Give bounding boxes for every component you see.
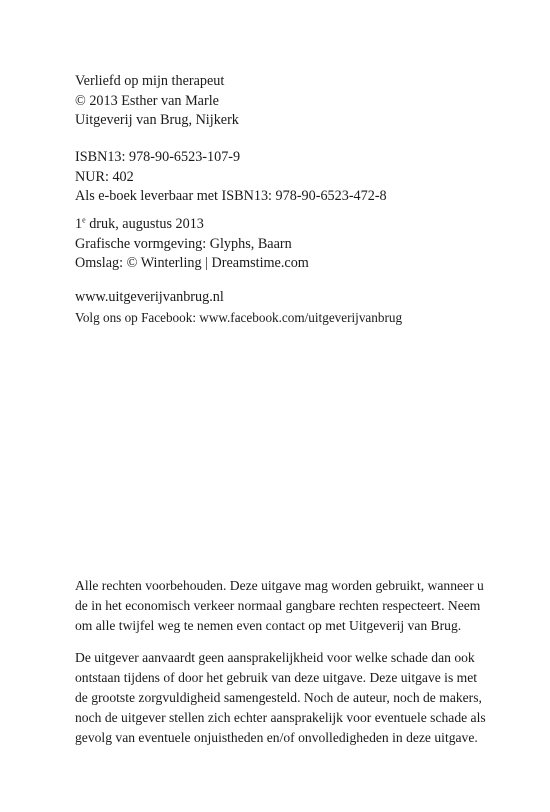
rights-line-3: om alle twijfel weg te nemen even contact op met Uitgeverij van Brug. xyxy=(75,618,462,633)
disclaimer-paragraph xyxy=(75,648,495,748)
book-info xyxy=(75,72,495,131)
web-info xyxy=(75,288,495,327)
disclaimer-line-2: ontstaan tijdens of door het gebruik van deze uitgave. Deze uitgave is met xyxy=(75,670,478,685)
edition-superscript: e xyxy=(82,215,86,225)
publisher-line: Uitgeverij van Brug, Nijkerk xyxy=(75,112,239,128)
copyright-line: © 2013 Esther van Marle xyxy=(75,92,219,109)
disclaimer-line-5: gevolg van eventuele onjuistheden en/of onvolledigheden in deze uitgave. xyxy=(75,730,478,745)
rights-line-2: de in het economisch verkeer normaal gangbare rechten respecteert. Neem xyxy=(75,598,481,613)
nur-line: NUR: 402 xyxy=(75,168,134,185)
disclaimer-line-3: de grootste zorgvuldigheid samengesteld. Noch de auteur, noch de makers, xyxy=(75,690,482,705)
edition-text: druk, augustus 2013 xyxy=(85,216,204,232)
disclaimer-line-1: De uitgever aanvaardt geen aansprakelijkheid voor welke schade dan ook xyxy=(75,650,475,665)
isbn-info xyxy=(75,148,495,207)
edition-info xyxy=(75,215,495,274)
website-url: www.uitgeverijvanbrug.nl xyxy=(75,289,224,305)
design-credit-line: Grafische vormgeving: Glyphs, Baarn xyxy=(75,235,292,252)
edition-line xyxy=(75,215,495,235)
isbn13-line: ISBN13: 978-90-6523-107-9 xyxy=(75,149,241,165)
book-title: Verliefd op mijn therapeut xyxy=(75,73,225,89)
rights-line-1: Alle rechten voorbehouden. Deze uitgave mag worden gebruikt, wanneer u xyxy=(75,578,484,593)
facebook-line: Volg ons op Facebook: www.facebook.com/uitgeverijvanbrug xyxy=(75,309,403,325)
disclaimer-line-4: noch de uitgever stellen zich echter aansprakelijk voor eventuele schade als xyxy=(75,710,486,725)
edition-number: 1 xyxy=(75,216,83,232)
ebook-isbn-line: Als e-boek leverbaar met ISBN13: 978-90-6523-472-8 xyxy=(75,188,387,204)
cover-credit-line: Omslag: © Winterling | Dreamstime.com xyxy=(75,255,309,271)
rights-paragraph xyxy=(75,576,495,636)
